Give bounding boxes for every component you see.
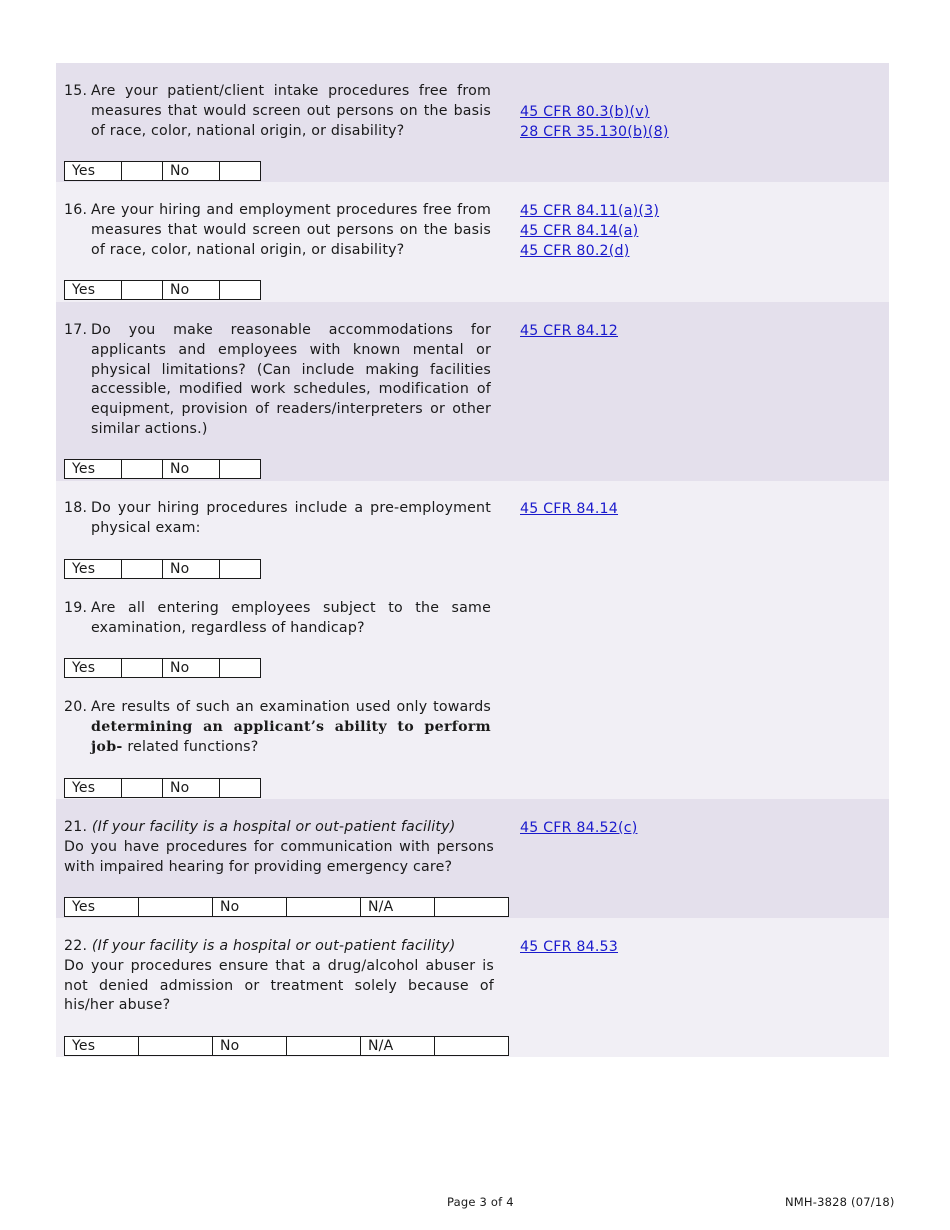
no-answer-cell[interactable] — [287, 898, 361, 917]
question-text: Are your patient/client intake procedures free from measures that would screen out persons on the basis of race, color, national origin, or disability? — [91, 83, 491, 139]
regulation-link[interactable]: 45 CFR 80.3(b)(v) — [520, 104, 650, 120]
yes-label: Yes — [65, 560, 122, 579]
question-text: Do your procedures ensure that a drug/alcohol abuser is not denied admission or treatment solely because of his/her abuse? — [64, 957, 494, 1014]
question-16-row — [56, 182, 889, 302]
question-18-20-row — [56, 481, 889, 799]
no-answer-cell[interactable] — [220, 162, 261, 181]
question-16 — [64, 201, 491, 260]
question-number: 19. — [64, 600, 88, 616]
regulation-link[interactable]: 45 CFR 84.11(a)(3) — [520, 203, 660, 219]
no-answer-cell[interactable] — [220, 779, 261, 798]
question-text-part2: related functions? — [127, 738, 259, 755]
yes-label: Yes — [65, 659, 122, 678]
no-label: No — [163, 560, 220, 579]
question-18 — [64, 499, 491, 539]
regulation-link[interactable]: 45 CFR 84.12 — [520, 323, 619, 339]
no-label: No — [163, 460, 220, 479]
regulation-refs — [520, 321, 618, 341]
na-label: N/A — [361, 1037, 435, 1056]
yes-label: Yes — [65, 1037, 139, 1056]
question-number: 22. — [64, 938, 88, 954]
question-15-row — [56, 63, 889, 182]
no-label: No — [163, 779, 220, 798]
answer-table — [64, 161, 261, 181]
question-22 — [64, 937, 494, 1016]
no-answer-cell[interactable] — [220, 659, 261, 678]
yes-answer-cell[interactable] — [122, 460, 163, 479]
yes-label: Yes — [65, 460, 122, 479]
no-label: No — [163, 659, 220, 678]
regulation-refs — [520, 499, 618, 519]
answer-table — [64, 778, 261, 798]
regulation-link[interactable]: 45 CFR 84.14(a) — [520, 223, 639, 239]
na-answer-cell[interactable] — [435, 898, 509, 917]
question-qualifier: (If your facility is a hospital or out-patient facility) — [91, 819, 456, 835]
question-17-row — [56, 302, 889, 481]
question-number: 20. — [64, 699, 88, 715]
question-text: Do you make reasonable accommodations for applicants and employees with known mental or physical limitations? (Can include making facilities accessible, modified work schedules, modification of equipment, provision of readers/interpreters or other similar actions.) — [91, 322, 491, 437]
regulation-refs — [520, 818, 637, 838]
regulation-link[interactable]: 45 CFR 84.14 — [520, 501, 619, 517]
question-text-part1: Are results of such an examination used only towards — [91, 699, 491, 715]
yes-answer-cell[interactable] — [122, 281, 163, 300]
question-number: 15. — [64, 83, 88, 99]
question-text: Do you have procedures for communication with persons with impaired hearing for providing emergency care? — [64, 838, 494, 875]
answer-table — [64, 280, 261, 300]
yes-label: Yes — [65, 779, 122, 798]
regulation-link[interactable]: 28 CFR 35.130(b)(8) — [520, 124, 669, 140]
yes-answer-cell[interactable] — [122, 779, 163, 798]
question-21 — [64, 818, 494, 877]
question-15 — [64, 82, 491, 141]
no-answer-cell[interactable] — [220, 281, 261, 300]
question-text — [91, 698, 491, 757]
answer-table — [64, 658, 261, 678]
question-17 — [64, 321, 491, 440]
question-20 — [64, 698, 491, 757]
answer-table — [64, 459, 261, 479]
question-number: 21. — [64, 819, 88, 835]
no-label: No — [213, 898, 287, 917]
no-label: No — [163, 281, 220, 300]
question-number: 18. — [64, 500, 88, 516]
question-text-bold: determining an applicant’s ability to perform job- — [91, 718, 491, 755]
question-number: 17. — [64, 322, 88, 338]
answer-table — [64, 559, 261, 579]
yes-answer-cell[interactable] — [122, 162, 163, 181]
no-answer-cell[interactable] — [287, 1037, 361, 1056]
question-text: Are your hiring and employment procedures free from measures that would screen out persons on the basis of race, color, national origin, or disability? — [91, 202, 491, 258]
regulation-refs — [520, 102, 669, 142]
page-number: Page 3 of 4 — [447, 1195, 514, 1209]
no-answer-cell[interactable] — [220, 460, 261, 479]
regulation-link[interactable]: 45 CFR 84.52(c) — [520, 820, 638, 836]
answer-table — [64, 1036, 509, 1056]
question-19 — [64, 599, 491, 639]
no-label: No — [213, 1037, 287, 1056]
yes-label: Yes — [65, 162, 122, 181]
question-qualifier: (If your facility is a hospital or out-patient facility) — [91, 938, 456, 954]
regulation-refs — [520, 201, 659, 261]
yes-answer-cell[interactable] — [139, 1037, 213, 1056]
question-text: Are all entering employees subject to the same examination, regardless of handicap? — [91, 600, 491, 636]
no-answer-cell[interactable] — [220, 560, 261, 579]
question-22-row — [56, 918, 889, 1057]
yes-answer-cell[interactable] — [122, 659, 163, 678]
question-21-row — [56, 799, 889, 918]
yes-label: Yes — [65, 898, 139, 917]
na-answer-cell[interactable] — [435, 1037, 509, 1056]
question-text: Do your hiring procedures include a pre-employment physical exam: — [91, 500, 491, 536]
form-id: NMH-3828 (07/18) — [785, 1195, 895, 1209]
regulation-refs — [520, 937, 618, 957]
question-number: 16. — [64, 202, 88, 218]
answer-table — [64, 897, 509, 917]
yes-label: Yes — [65, 281, 122, 300]
na-label: N/A — [361, 898, 435, 917]
regulation-link[interactable]: 45 CFR 84.53 — [520, 939, 619, 955]
no-label: No — [163, 162, 220, 181]
yes-answer-cell[interactable] — [122, 560, 163, 579]
regulation-link[interactable]: 45 CFR 80.2(d) — [520, 243, 630, 259]
yes-answer-cell[interactable] — [139, 898, 213, 917]
